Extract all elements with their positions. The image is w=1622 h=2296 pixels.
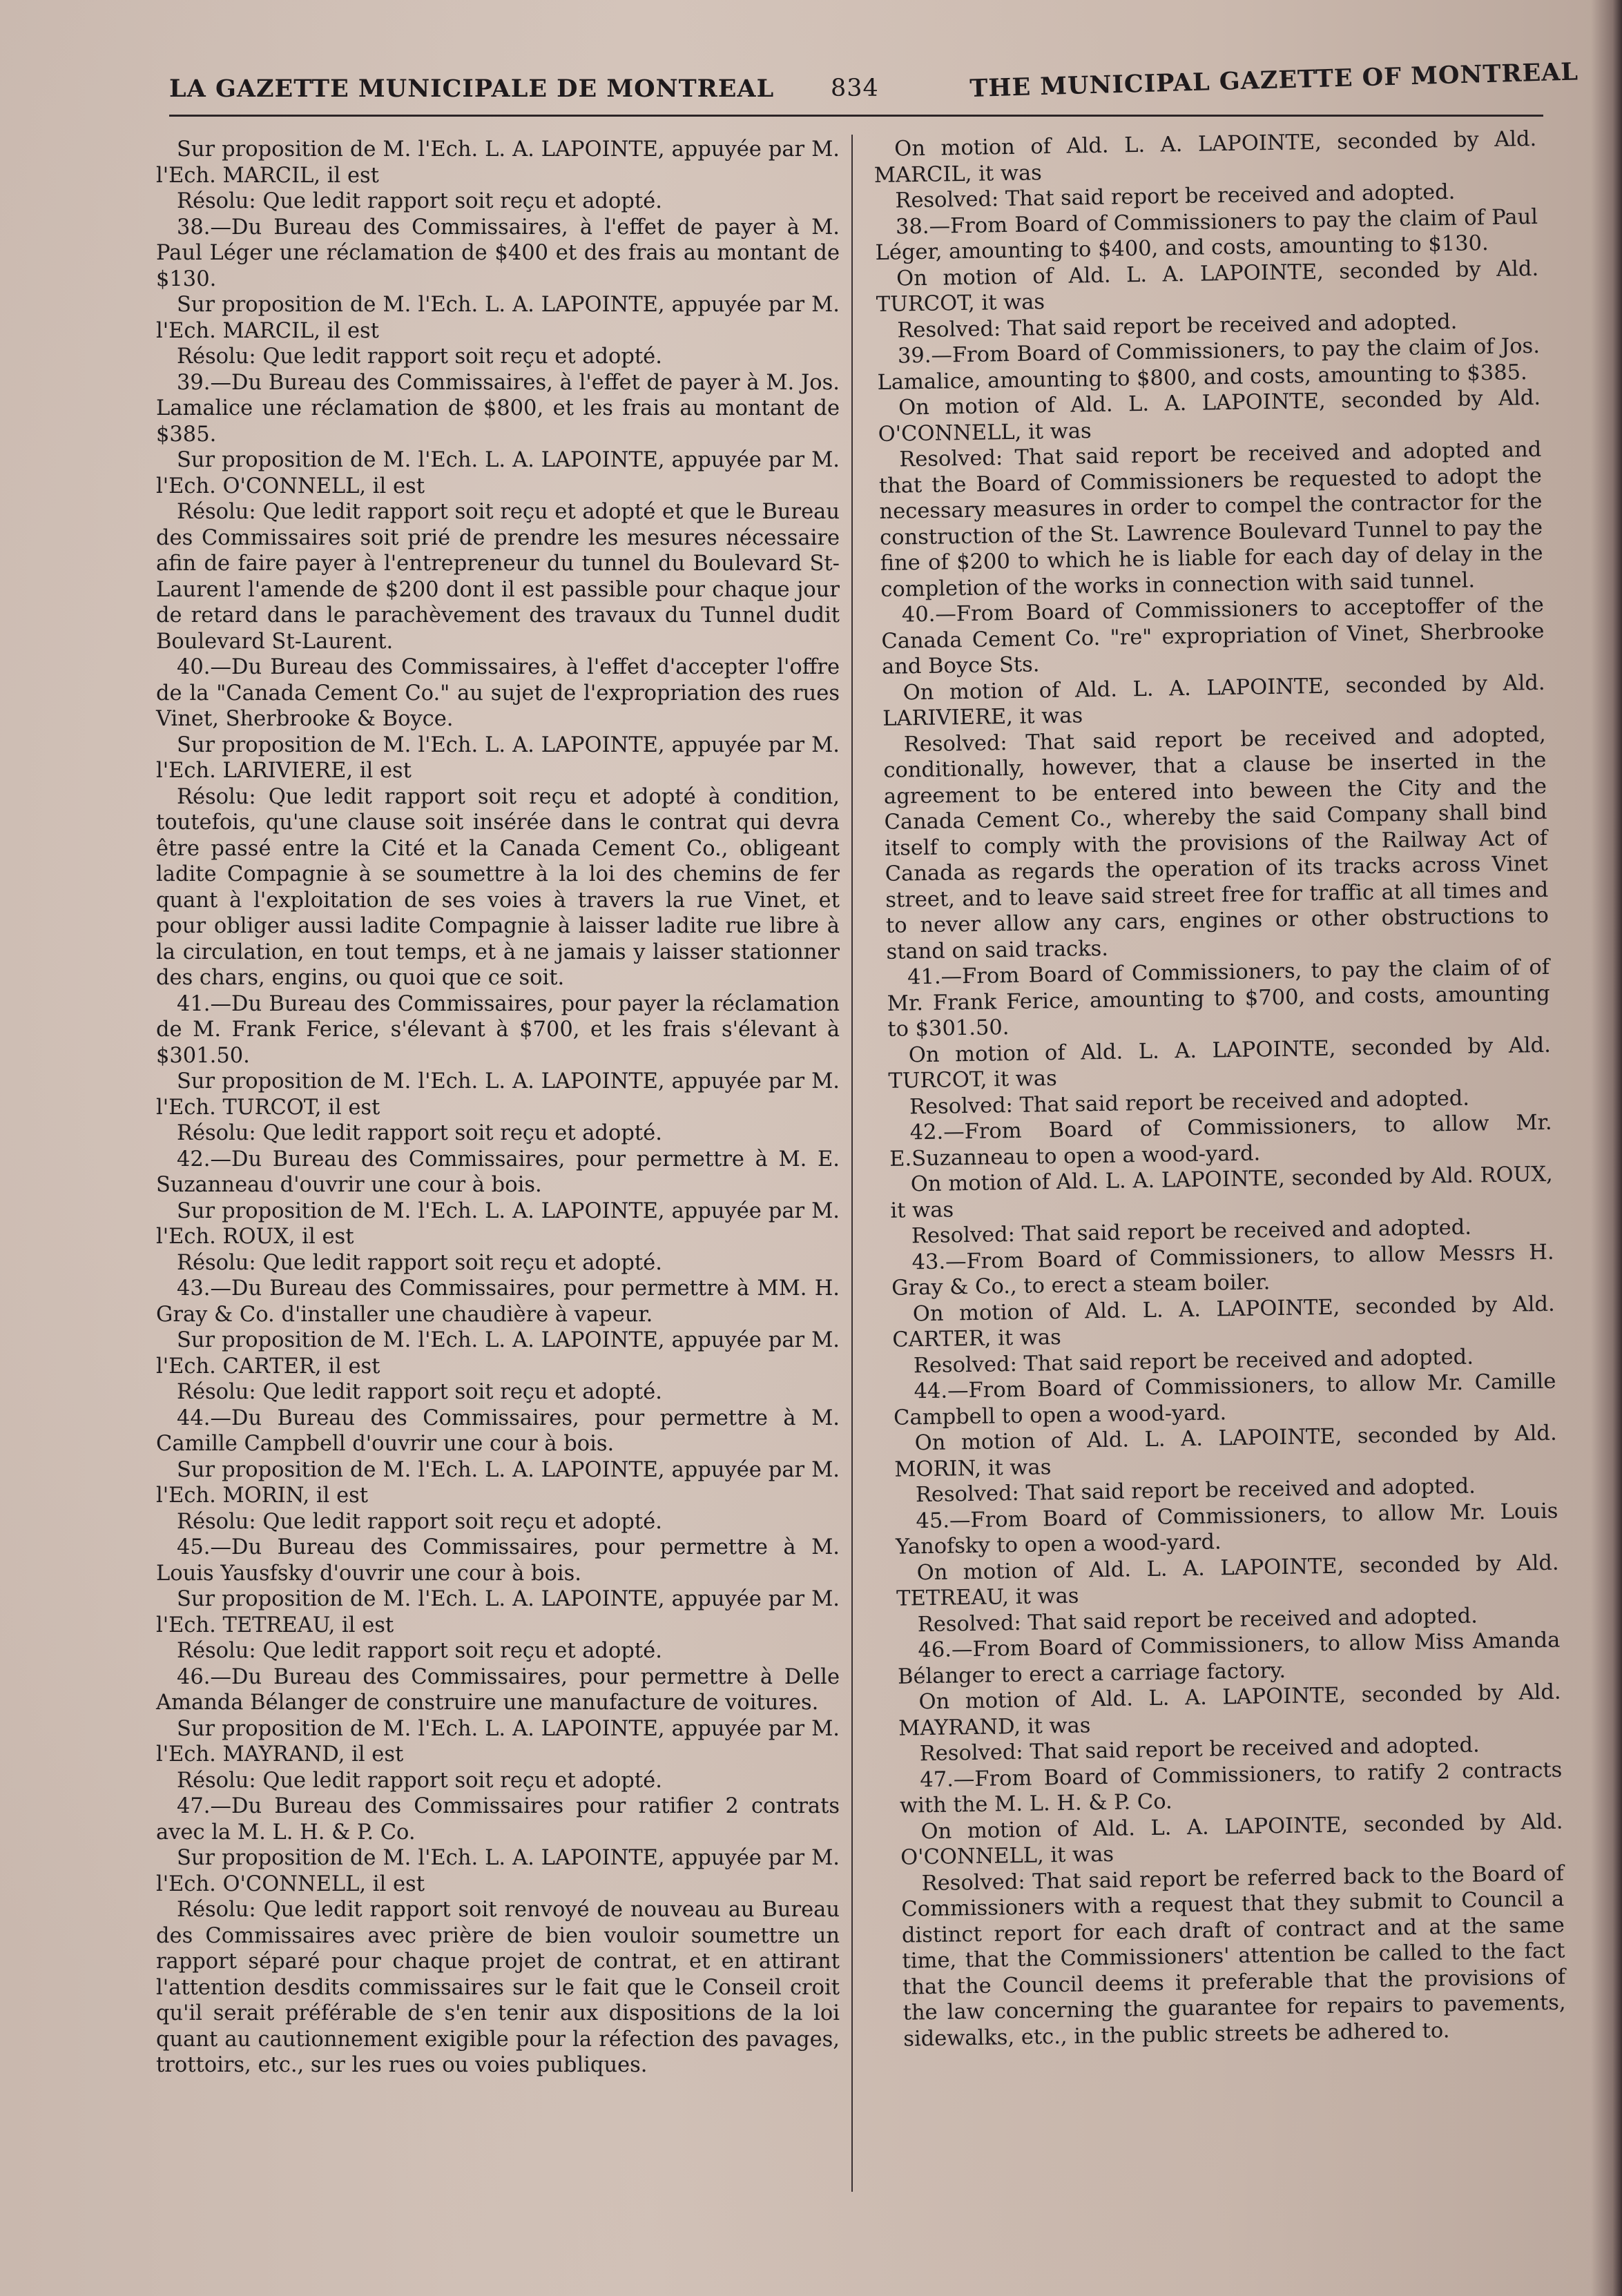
english-paragraph: 45.—From Board of Commissioners, to allow Mr. Louis Yanofsky to open a wood-yard. (895, 1499, 1558, 1559)
english-paragraph: Resolved: That said report be received and adopted. (915, 1474, 1476, 1508)
english-paragraph: On motion of Ald. L. A. LAPOINTE, seconded by Ald. O'CONNELL, it was (878, 385, 1541, 447)
english-paragraph: Resolved: That said report be received and adopted. (909, 1086, 1470, 1119)
english-paragraph: Resolved: That said report be received and adopted and that the Board of Commissioners be requested to adopt the necessary measures in order to compel the contractor for the construction of the St. Lawrence Boulevard Tunnel to pay the fine of $200 to which he is liable for each day of delay in the completion of the works in connection with said tunnel. (878, 437, 1543, 602)
french-paragraph: Sur proposition de M. l'Ech. L. A. LAPOINTE, appuyée par M. l'Ech. CARTER, il est (156, 1328, 840, 1379)
french-paragraph: Résolu: Que ledit rapport soit reçu et adopté. (177, 1768, 662, 1793)
french-paragraph: 42.—Du Bureau des Commissaires, pour permettre à M. E. Suzanneau d'ouvrir une cour à bois. (156, 1147, 840, 1197)
english-paragraph: On motion of Ald. L. A. LAPOINTE, seconded by Ald. O'CONNELL, it was (900, 1809, 1563, 1870)
french-paragraph: Résolu: Que ledit rapport soit reçu et adopté. (177, 344, 662, 369)
french-paragraph: 40.—Du Bureau des Commissaires, à l'effet d'accepter l'offre de la "Canada Cement Co." au sujet de l'expropriation des rues Vinet, Sherbrooke & Boyce. (156, 655, 840, 731)
english-paragraph: On motion of Ald. L. A. LAPOINTE, seconded by Ald. TURCOT, it was (876, 256, 1539, 317)
french-paragraph: 44.—Du Bureau des Commissaires, pour permettre à M. Camille Campbell d'ouvrir une cour à bois. (156, 1405, 840, 1456)
english-paragraph: 41.—From Board of Commissioners, to pay the claim of of Mr. Frank Ferice, amounting to $700, and costs, amounting to $301.50. (887, 955, 1550, 1042)
english-paragraph: Resolved: That said report be received and adopted, conditionally, however, that a clause be inserted in the agreement to be entered into beween the City and the Canada Cement Co., whereby the said Company shall bind itself to comply with the provisions of the Railway Act of Canada as regards the operation of its tracks across Vinet street, and to leave said street free for traffic at all times and to never allow any cars, engines or other obstructions to stand on said tracks. (883, 722, 1549, 964)
french-paragraph: Sur proposition de M. l'Ech. L. A. LAPOINTE, appuyée par M. l'Ech. LARIVIERE, il est (156, 732, 840, 783)
english-paragraph: 39.—From Board of Commissioners, to pay the claim of Jos. Lamalice, amounting to $800, and costs, amounting to $385. (877, 333, 1541, 395)
french-column (156, 137, 840, 2079)
english-paragraph: On motion of Ald. L. A. LAPOINTE, seconded by Ald. TETREAU, it was (896, 1550, 1559, 1611)
english-paragraph: On motion of Ald. L. A. LAPOINTE, seconded by Ald. TURCOT, it was (888, 1033, 1552, 1093)
french-paragraph: Résolu: Que ledit rapport soit reçu et adopté. (177, 1509, 662, 1534)
french-paragraph: 41.—Du Bureau des Commissaires, pour payer la réclamation de M. Frank Ferice, s'élevant à $700, et les frais s'élevant à $301.50. (156, 991, 840, 1068)
french-paragraph: Résolu: Que ledit rapport soit reçu et adopté. (177, 1250, 662, 1275)
french-paragraph: 39.—Du Bureau des Commissaires, à l'effet de payer à M. Jos. Lamalice une réclamation de $800, et les frais au montant de $385. (156, 370, 840, 447)
english-paragraph: Resolved: That said report be received and adopted. (911, 1215, 1472, 1249)
french-paragraph: Résolu: Que ledit rapport soit reçu et adopté. (177, 189, 662, 213)
french-paragraph: Sur proposition de M. l'Ech. L. A. LAPOINTE, appuyée par M. l'Ech. TURCOT, il est (156, 1069, 840, 1120)
french-paragraph: Résolu: Que ledit rapport soit reçu et adopté. (177, 1380, 662, 1404)
english-paragraph: 42.—From Board of Commissioners, to allow Mr. E.Suzanneau to open a wood-yard. (889, 1110, 1552, 1171)
french-paragraph: Résolu: Que ledit rapport soit reçu et adopté à condition, toutefois, qu'une clause soit insérée dans le contrat qui devra être passé entre la Cité et la Canada Cement Co., obligeant ladite Compagnie à se soumettre à la loi des chemins de fer quant à l'exploitation de ses voies à travers la rue Vinet, et pour obliger aussi ladite Compagnie à laisser ladite rue libre à la circulation, en tout temps, et à ne jamais y laisser stationner des chars, engins, ou quoi que ce soit. (156, 784, 840, 990)
french-paragraph: Sur proposition de M. l'Ech. L. A. LAPOINTE, appuyée par M. l'Ech. TETREAU, il est (156, 1587, 840, 1637)
french-paragraph: Sur proposition de M. l'Ech. L. A. LAPOINTE, appuyée par M. l'Ech. MORIN, il est (156, 1457, 840, 1508)
french-paragraph: Sur proposition de M. l'Ech. L. A. LAPOINTE, appuyée par M. l'Ech. MAYRAND, il est (156, 1716, 840, 1767)
french-paragraph: 47.—Du Bureau des Commissaires pour ratifier 2 contrats avec la M. L. H. & P. Co. (156, 1794, 840, 1845)
english-paragraph: Resolved: That said report be received and adopted. (897, 309, 1458, 342)
french-paragraph: Résolu: Que ledit rapport soit reçu et adopté. (177, 1639, 662, 1663)
french-paragraph: 46.—Du Bureau des Commissaires, pour permettre à Delle Amanda Bélanger de construire une manufacture de voitures. (156, 1664, 840, 1715)
french-paragraph: Résolu: Que ledit rapport soit renvoyé de nouveau au Bureau des Commissaires avec prière de bien vouloir soumettre un rapport séparé pour chaque projet de contrat, et en attirant l'attention desdits commissaires sur le fait que le Conseil croit qu'il serait préférable de s'en tenir aux dispositions de la loi quant au cautionnement exigible pour la réfection des pavages, trottoirs, etc., sur les rues ou voies publiques. (156, 1898, 840, 2077)
masthead (169, 57, 1579, 116)
page-number: 834 (831, 75, 879, 102)
french-paragraph: 43.—Du Bureau des Commissaires, pour permettre à MM. H. Gray & Co. d'installer une chaudière à vapeur. (156, 1276, 840, 1327)
english-paragraph: Resolved: That said report be referred back to the Board of Commissioners with a request that they submit to Council a distinct report for each draft of contract and at the same time, that the Commissioners' attention be called to the fact that the Council deems it preferable that the provisions of the law concerning the guarantee for repairs to pavements, sidewalks, etc., in the public streets be adhered to. (901, 1861, 1566, 2052)
english-paragraph: 47.—From Board of Commissioners, to ratify 2 contracts with the M. L. H. & P. Co. (899, 1758, 1563, 1818)
french-paragraph: Résolu: Que ledit rapport soit reçu et adopté. (177, 1121, 662, 1145)
masthead-rule (169, 115, 1543, 117)
french-paragraph: Sur proposition de M. l'Ech. L. A. LAPOINTE, appuyée par M. l'Ech. ROUX, il est (156, 1198, 840, 1249)
english-paragraph: 46.—From Board of Commissioners, to allow Miss Amanda Bélanger to erect a carriage factory. (897, 1628, 1561, 1689)
english-paragraph: 44.—From Board of Commissioners, to allow Mr. Camille Campbell to open a wood-yard. (893, 1369, 1556, 1430)
french-paragraph: Sur proposition de M. l'Ech. L. A. LAPOINTE, appuyée par M. l'Ech. O'CONNELL, il est (156, 1846, 840, 1896)
masthead-english-title: THE MUNICIPAL GAZETTE OF MONTREAL (969, 57, 1579, 103)
masthead-french-title: LA GAZETTE MUNICIPALE DE MONTREAL (169, 75, 775, 103)
english-paragraph: Resolved: That said report be received and adopted. (913, 1345, 1474, 1378)
english-paragraph: On motion of Ald. L. A. LAPOINTE, seconded by Ald. LARIVIERE, it was (882, 670, 1545, 731)
english-paragraph: On motion of Ald. L. A. LAPOINTE, seconded by Ald. MAYRAND, it was (898, 1680, 1561, 1741)
french-paragraph: 38.—Du Bureau des Commissaires, à l'effet de payer à M. Paul Léger une réclamation de $400 et des frais au montant de $130. (156, 215, 840, 291)
french-paragraph: Résolu: Que ledit rapport soit reçu et adopté et que le Bureau des Commissaires soit prié de prendre les mesures nécessaire afin de faire payer à l'entrepreneur du tunnel du Boulevard St-Laurent l'amende de $200 dont il est passible pour chaque jour de retard dans le parachèvement des travaux du Tunnel dudit Boulevard St-Laurent. (156, 500, 840, 654)
english-paragraph: On motion of Ald. L. A. LAPOINTE, seconded by Ald. MORIN, it was (894, 1421, 1557, 1482)
french-paragraph: Sur proposition de M. l'Ech. L. A. LAPOINTE, appuyée par M. l'Ech. MARCIL, il est (156, 137, 840, 188)
english-paragraph: Resolved: That said report be received and adopted. (895, 179, 1456, 213)
page-edge-shadow (1591, 0, 1622, 2296)
english-paragraph: On motion of Ald. L. A. LAPOINTE, seconded by Ald. CARTER, it was (892, 1292, 1555, 1352)
english-paragraph: Resolved: That said report be received and adopted. (919, 1733, 1480, 1767)
english-column (873, 126, 1566, 2052)
english-paragraph: 40.—From Board of Commissioners to acceptoffer of the Canada Cement Co. "re" expropriation of Vinet, Sherbrooke and Boyce Sts. (881, 592, 1545, 679)
french-paragraph: Sur proposition de M. l'Ech. L. A. LAPOINTE, appuyée par M. l'Ech. MARCIL, il est (156, 293, 840, 343)
english-paragraph: On motion of Ald. L. A. LAPOINTE, seconded by Ald. ROUX, it was (890, 1162, 1554, 1223)
french-paragraph: 45.—Du Bureau des Commissaires, pour permettre à M. Louis Yausfsky d'ouvrir une cour à bois. (156, 1535, 840, 1586)
column-divider (851, 135, 853, 2192)
english-paragraph: 38.—From Board of Commissioners to pay the claim of Paul Léger, amounting to $400, and costs, amounting to $130. (875, 204, 1538, 265)
english-paragraph: 43.—From Board of Commissioners, to allow Messrs H. Gray & Co., to erect a steam boiler. (891, 1240, 1554, 1301)
english-paragraph: On motion of Ald. L. A. LAPOINTE, seconded by Ald. MARCIL, it was (873, 126, 1537, 188)
french-paragraph: Sur proposition de M. l'Ech. L. A. LAPOINTE, appuyée par M. l'Ech. O'CONNELL, il est (156, 448, 840, 498)
english-paragraph: Resolved: That said report be received and adopted. (917, 1604, 1478, 1637)
